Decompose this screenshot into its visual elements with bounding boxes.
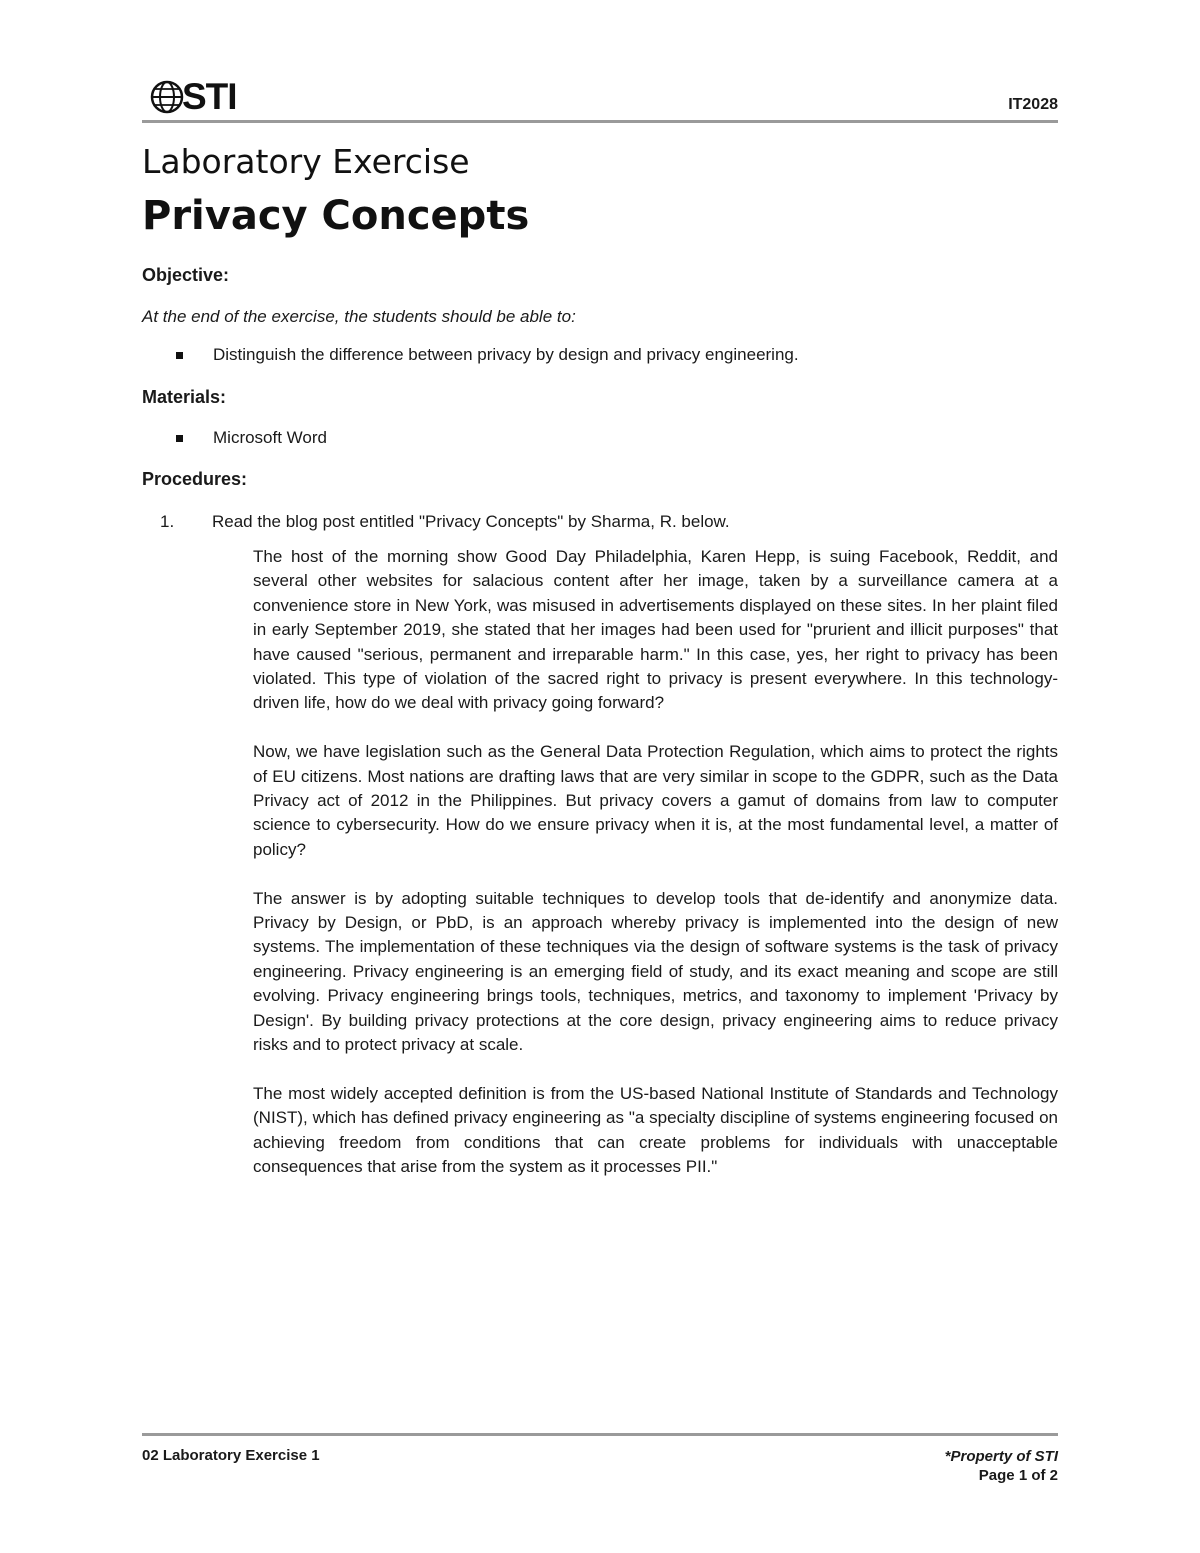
materials-item-text: Microsoft Word	[213, 428, 327, 447]
passage-paragraph: The answer is by adopting suitable techniques to develop tools that de-identify and anonymize data. Privacy by Design, or PbD, is an approach whereby privacy is implemented into the design of new systems. The implementation of these techniques via the design of software systems is the task of privacy engineering. Privacy engineering is an emerging field of study, and its exact meaning and scope are still evolving. Privacy engineering brings tools, techniques, metrics, and taxonomy to implement 'Privacy by Design'. By building privacy protections at the core design, privacy engineering aims to reduce privacy risks and to protect privacy at scale.	[253, 888, 1058, 1055]
property-notice: *Property of STI	[944, 1448, 1058, 1465]
materials-item	[176, 428, 327, 448]
page-number: Page 1 of 2	[978, 1467, 1058, 1484]
step-text: Read the blog post entitled "Privacy Concepts" by Sharma, R. below.	[212, 512, 730, 531]
page-title: Privacy Concepts	[142, 193, 530, 239]
sti-logo	[150, 78, 240, 116]
step-number: 1.	[160, 512, 175, 531]
passage-paragraph: The most widely accepted definition is from the US-based National Institute of Standards and Technology (NIST), which has defined privacy engineering as "a specialty discipline of systems engineering focused on achieving freedom from conditions that can create problems for individuals with unacceptable consequences that arise from the system as it processes PII."	[253, 1083, 1058, 1177]
footer-divider	[142, 1433, 1058, 1436]
footer-right	[945, 1447, 1058, 1485]
objective-item	[176, 345, 799, 365]
bullet-square-icon	[176, 352, 183, 359]
passage-paragraph: The host of the morning show Good Day Philadelphia, Karen Hepp, is suing Facebook, Reddit, and several other websites for salacious content after her image, taken by a surveillance camera at a convenience store in New York, was misused in advertisements displayed on these sites. In her plaint filed in early September 2019, she stated that her images had been used for "prurient and illicit purposes" that have caused "serious, permanent and irreparable harm." In this case, yes, her right to privacy has been violated. This type of violation of the sacred right to privacy is present everywhere. In this technology-driven life, how do we deal with privacy going forward?	[253, 547, 1058, 713]
bullet-square-icon	[176, 435, 183, 442]
procedures-heading: Procedures:	[142, 469, 248, 489]
header-divider	[142, 120, 1058, 123]
footer-document-label: 02 Laboratory Exercise 1	[142, 1447, 320, 1464]
globe-icon	[150, 80, 184, 114]
logo-text: STI	[182, 76, 237, 117]
materials-heading: Materials:	[142, 387, 227, 407]
objective-intro: At the end of the exercise, the students should be able to:	[142, 307, 576, 326]
objective-item-text: Distinguish the difference between privacy by design and privacy engineering.	[213, 345, 799, 364]
blog-passage	[253, 545, 1058, 1204]
procedure-step	[160, 512, 730, 532]
course-code: IT2028	[1008, 96, 1058, 113]
document-type: Laboratory Exercise	[142, 142, 470, 181]
objective-heading: Objective:	[142, 265, 230, 285]
passage-paragraph: Now, we have legislation such as the General Data Protection Regulation, which aims to protect the rights of EU citizens. Most nations are drafting laws that are very similar in scope to the GDPR, such as the Data Privacy act of 2012 in the Philippines. But privacy covers a gamut of domains from law to computer science to cybersecurity. How do we ensure privacy when it is, at the most fundamental level, a matter of policy?	[253, 742, 1058, 859]
